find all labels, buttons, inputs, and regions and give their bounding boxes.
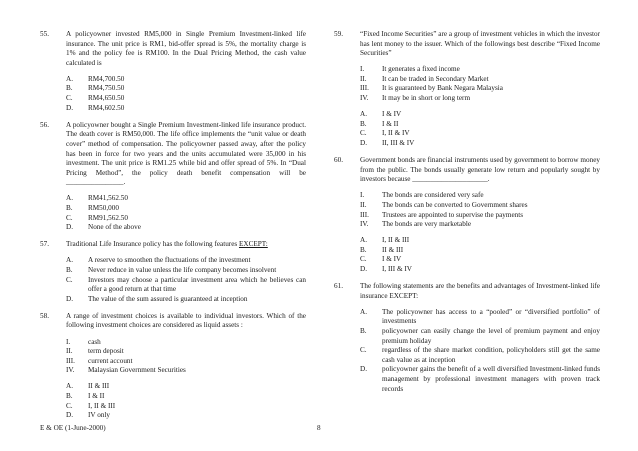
question-56	[40, 121, 306, 233]
option-text: I, II & IV	[382, 129, 410, 138]
answer-option[interactable]	[66, 392, 306, 402]
statement-label: IV.	[360, 220, 369, 229]
statement-text: It generates a fixed income	[382, 65, 460, 74]
answer-option[interactable]	[66, 84, 306, 94]
question-number: 59.	[334, 30, 343, 38]
statement-list	[334, 191, 600, 229]
statement-label: III.	[360, 210, 369, 219]
question-stem: A range of investment choices is available to individual investors. Which of the following investment choices are considered as liquid assets :	[66, 311, 306, 330]
option-text: regardless of the share market condition, policyholders still get the same cash value as at inception	[382, 346, 600, 364]
option-label: A.	[66, 74, 73, 83]
statement-text: The bonds are very marketable	[382, 220, 472, 229]
answer-option[interactable]	[66, 223, 306, 233]
answer-options	[40, 382, 306, 420]
option-label: B.	[360, 245, 367, 254]
statement-label: III.	[360, 84, 369, 93]
option-label: B.	[360, 119, 367, 128]
option-label: A.	[66, 382, 73, 391]
statement-text: It may be in short or long term	[382, 94, 471, 103]
option-label: A.	[360, 110, 367, 119]
option-label: D.	[66, 223, 73, 232]
option-text: I, II & III	[88, 401, 116, 410]
statement-item	[360, 65, 600, 75]
answer-option[interactable]	[360, 129, 600, 139]
option-label: B.	[360, 326, 367, 335]
option-label: C.	[360, 346, 367, 355]
option-label: D.	[66, 294, 73, 303]
question-55	[40, 30, 306, 113]
statement-text: current account	[88, 356, 133, 365]
option-text: RM4,602.50	[88, 103, 125, 112]
question-stem	[66, 240, 306, 250]
statement-item	[360, 220, 600, 230]
answer-options	[40, 75, 306, 113]
statement-item	[66, 366, 306, 376]
statement-item	[66, 347, 306, 357]
question-61	[334, 282, 600, 394]
option-text: I & IV	[382, 255, 402, 264]
answer-option[interactable]	[66, 402, 306, 412]
question-stem: Government bonds are financial instruments used by government to borrow money from the public. The bonds usually generate low return and popularly sought by investors because _____________________.	[360, 156, 600, 184]
option-label: A.	[66, 256, 73, 265]
option-label: D.	[360, 138, 367, 147]
statement-list	[334, 65, 600, 103]
option-text: RM4,750.50	[88, 84, 125, 93]
option-label: D.	[66, 411, 73, 420]
question-59	[334, 30, 600, 149]
answer-option[interactable]	[360, 346, 600, 365]
answer-options	[334, 236, 600, 274]
page-number: 8	[317, 424, 321, 432]
option-text: I, III & IV	[382, 264, 412, 273]
option-label: A.	[360, 236, 367, 245]
option-label: C.	[66, 401, 73, 410]
question-number: 56.	[40, 120, 49, 129]
option-label: B.	[66, 204, 73, 212]
answer-option[interactable]	[66, 204, 306, 214]
statement-label: I.	[66, 337, 71, 346]
option-label: D.	[66, 103, 73, 112]
answer-options	[40, 194, 306, 232]
statement-text: It can be traded in Secondary Market	[382, 74, 489, 83]
option-label: A.	[360, 307, 367, 316]
statement-label: I.	[360, 65, 365, 74]
answer-option[interactable]	[360, 246, 600, 256]
answer-options	[334, 110, 600, 148]
option-label: C.	[360, 129, 367, 138]
statement-item	[360, 84, 600, 94]
answer-option[interactable]	[66, 104, 306, 114]
right-column	[334, 30, 600, 402]
statement-item	[360, 211, 600, 221]
question-58	[40, 312, 306, 421]
question-57	[40, 240, 306, 304]
question-stem: A policyowner bought a Single Premium Investment-linked life insurance product. The death cover is RM50,000. The life office implements the “unit value or death cover” method of compensation. The policyowner passed away, after the policy has been in force for two years and the units accumulated were 35,000 in his investment. The unit price is RM1.25 while bid and offer spread of 5%. In “Dual Pricing Method”, the policy death benefit compensation will be ________________.	[66, 120, 306, 187]
option-text: IV only	[88, 411, 111, 420]
statement-label: II.	[360, 74, 367, 83]
option-label: C.	[66, 275, 73, 284]
question-number: 61.	[334, 282, 343, 291]
option-label: D.	[360, 264, 367, 273]
option-text: I, II & III	[382, 236, 410, 245]
option-text: I & IV	[382, 110, 402, 119]
option-text: II, III & IV	[382, 138, 415, 147]
statement-label: III.	[66, 356, 75, 365]
answer-option[interactable]	[66, 194, 306, 204]
option-text: The value of the sum assured is guaranteed at inception	[88, 294, 248, 303]
option-label: A.	[66, 194, 73, 203]
question-number: 57.	[40, 240, 49, 249]
statement-label: I.	[360, 191, 365, 200]
answer-options	[334, 308, 600, 394]
statement-label: IV.	[360, 94, 369, 103]
answer-option[interactable]	[360, 255, 600, 265]
option-text: I & II	[382, 119, 399, 128]
option-text: policyowner can easily change the level of premium payment and enjoy premium holiday	[382, 326, 600, 345]
question-60	[334, 156, 600, 275]
statement-text: The bonds can be converted to Government shares	[382, 200, 528, 209]
statement-list	[40, 338, 306, 376]
option-label: B.	[66, 392, 73, 400]
answer-option[interactable]	[360, 110, 600, 120]
option-label: C.	[360, 255, 367, 264]
option-label: C.	[66, 213, 73, 222]
statement-item	[66, 357, 306, 367]
question-stem: A policyowner invested RM5,000 in Single Premium Investment-linked life insurance. The unit price is RM1, bid-offer spread is 5%, the mortality charge is 1% and the policy fee is RM100. In the Dual Pricing Method, the cash value calculated is	[66, 30, 306, 67]
question-stem: “Fixed Income Securities” are a group of investment vehicles in which the investor has lent money to the issuer. Which of the followings best describe “Fixed Income Securities”	[360, 30, 600, 58]
option-text: A reserve to smoothen the fluctuations of the investment	[88, 256, 251, 265]
answer-option[interactable]	[360, 120, 600, 130]
statement-item	[360, 201, 600, 211]
statement-item	[360, 94, 600, 104]
answer-option[interactable]	[360, 236, 600, 246]
statement-label: IV.	[66, 366, 75, 375]
option-text: policyowner gains the benefit of a well diversified Investment-linked funds management by professional investment managers with proven track records	[382, 365, 600, 393]
option-text: Never reduce in value unless the life company becomes insolvent	[88, 265, 277, 274]
option-text: RM41,562.50	[88, 194, 128, 203]
option-text: RM91,562.50	[88, 213, 128, 222]
answer-options	[40, 256, 306, 304]
option-text: I & II	[88, 392, 105, 400]
statement-label: II.	[360, 200, 367, 209]
except-emphasis: EXCEPT:	[238, 240, 268, 249]
footer-disclaimer: E & OE (1-June-2000)	[40, 424, 106, 432]
question-stem-text: Traditional Life Insurance policy has the following features	[66, 240, 239, 249]
statement-text: term deposit	[88, 347, 124, 356]
option-label: C.	[66, 94, 73, 103]
option-text: The policyowner has access to a “pooled” or “diversified portfolio” of investments	[382, 307, 600, 326]
statement-text: It is guaranteed by Bank Negara Malaysia	[382, 84, 503, 93]
answer-option[interactable]	[360, 327, 600, 346]
statement-item	[360, 75, 600, 85]
answer-option[interactable]	[66, 276, 306, 295]
option-text: II & III	[88, 382, 110, 391]
answer-option[interactable]	[66, 266, 306, 276]
answer-option[interactable]	[66, 256, 306, 266]
question-number: 60.	[334, 156, 343, 165]
answer-option[interactable]	[360, 139, 600, 149]
answer-option[interactable]	[360, 265, 600, 275]
option-label: B.	[66, 84, 73, 93]
option-text: RM4,650.50	[88, 94, 125, 103]
answer-option[interactable]	[66, 94, 306, 104]
answer-option[interactable]	[66, 411, 306, 421]
statement-text: cash	[88, 337, 101, 346]
question-number: 58.	[40, 311, 49, 320]
option-label: B.	[66, 265, 73, 274]
answer-option[interactable]	[66, 295, 306, 305]
statement-text: Malaysian Government Securities	[88, 366, 186, 375]
option-text: II & III	[382, 245, 404, 254]
answer-option[interactable]	[66, 382, 306, 392]
answer-option[interactable]	[66, 214, 306, 224]
statement-text: Trustees are appointed to supervise the payments	[382, 210, 524, 219]
option-text: Investors may choose a particular investment area which he believes can offer a good return at that time	[88, 275, 306, 294]
left-column	[40, 30, 306, 428]
statement-label: II.	[66, 347, 73, 356]
question-stem: The following statements are the benefits and advantages of Investment-linked life insurance EXCEPT:	[360, 282, 600, 300]
answer-option[interactable]	[360, 308, 600, 327]
statement-item	[360, 191, 600, 201]
answer-option[interactable]	[66, 75, 306, 85]
statement-text: The bonds are considered very safe	[382, 191, 484, 200]
option-text: RM50,000	[88, 204, 119, 212]
answer-option[interactable]	[360, 365, 600, 394]
question-number: 55.	[40, 30, 49, 38]
option-text: RM4,700.50	[88, 74, 125, 83]
statement-item	[66, 338, 306, 348]
option-label: D.	[360, 365, 367, 374]
option-text: None of the above	[88, 223, 141, 232]
